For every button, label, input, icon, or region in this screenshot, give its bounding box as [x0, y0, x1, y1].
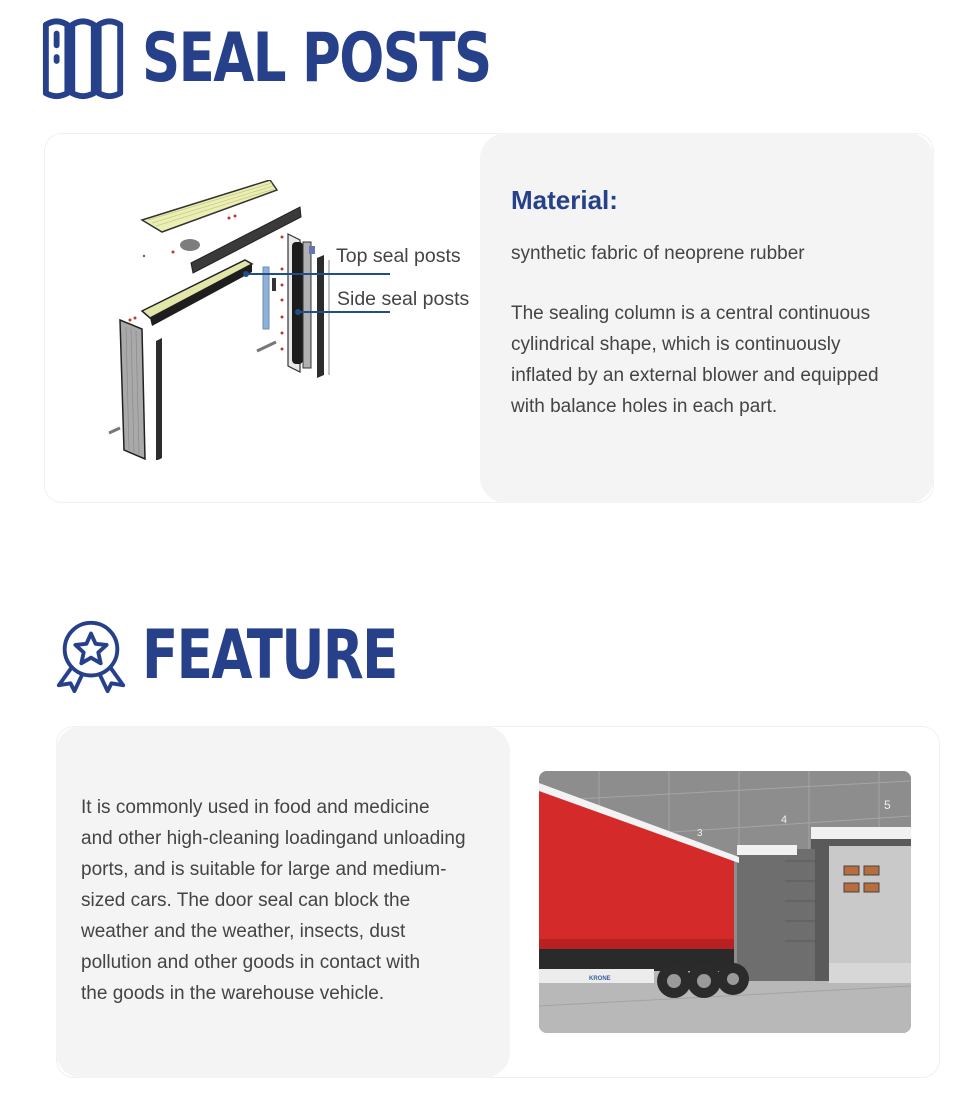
trailer-brand-text: KRONE	[589, 976, 611, 982]
material-description-line: cylindrical shape, which is continuously	[511, 334, 841, 355]
feature-description	[81, 792, 506, 1009]
loading-dock-illustration	[539, 771, 911, 1033]
dock-number-3: 3	[697, 828, 703, 839]
feature-description-line: and other high-cleaning loadingand unloading	[81, 828, 466, 849]
material-description	[511, 298, 921, 422]
feature-header	[52, 616, 469, 696]
feature-description-line: sized cars. The door seal can block the	[81, 890, 411, 911]
diagram-illustration	[100, 180, 480, 460]
section-title-feature: FEATURE	[142, 616, 397, 695]
loading-dock-photo	[539, 771, 911, 1033]
award-ribbon-star-icon	[52, 617, 130, 695]
dock-number-5: 5	[884, 798, 891, 812]
material-value: synthetic fabric of neoprene rubber	[511, 243, 805, 264]
feature-description-line: the goods in the warehouse vehicle.	[81, 983, 385, 1004]
seal-posts-header	[40, 14, 589, 104]
feature-description-line: It is commonly used in food and medicine	[81, 797, 430, 818]
feature-description-line: ports, and is suitable for large and medium-	[81, 859, 447, 880]
dock-number-4: 4	[781, 814, 788, 826]
feature-description-line: pollution and other goods in contact with	[81, 952, 421, 973]
material-heading: Material:	[511, 185, 618, 215]
material-description-line: inflated by an external blower and equipped	[511, 365, 879, 386]
seal-posts-exploded-diagram	[100, 180, 480, 460]
callout-side-seal-posts: Side seal posts	[337, 288, 470, 310]
material-description-line: with balance holes in each part.	[511, 396, 778, 417]
feature-description-line: weather and the weather, insects, dust	[81, 921, 406, 942]
section-title-seal-posts: SEAL POSTS	[142, 19, 491, 98]
material-description-line: The sealing column is a central continuous	[511, 303, 871, 324]
callout-top-seal-posts: Top seal posts	[336, 245, 461, 267]
seal-posts-icon	[40, 14, 128, 104]
